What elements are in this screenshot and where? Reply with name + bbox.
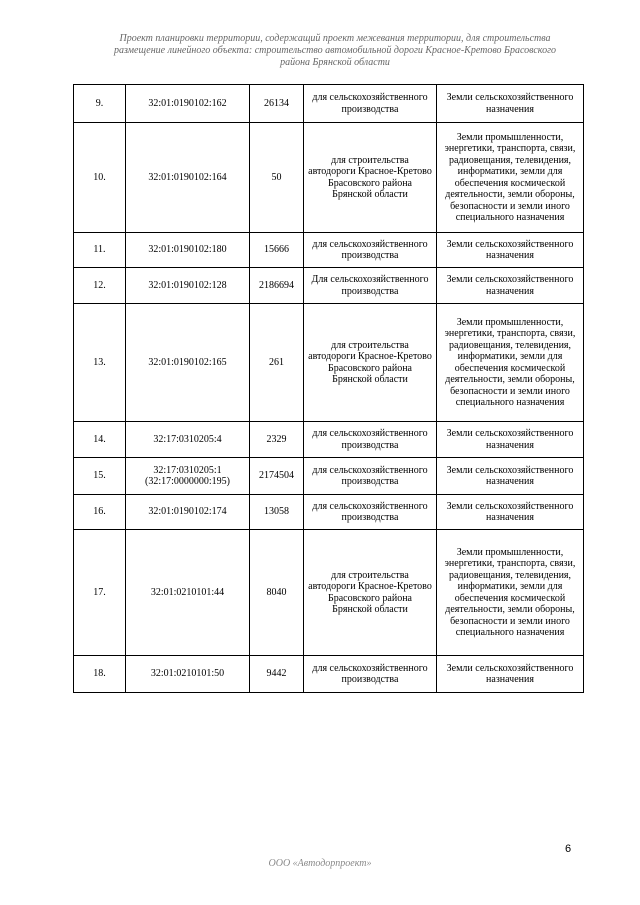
permitted-use: для строительства автодороги Красное-Кретово Брасовского района Брянской области bbox=[304, 304, 437, 422]
row-number: 18. bbox=[74, 656, 126, 693]
land-category: Земли сельскохозяйственного назначения bbox=[437, 268, 584, 304]
table-row bbox=[74, 495, 584, 530]
area-value: 8040 bbox=[250, 530, 304, 656]
permitted-use: для сельскохозяйственного производства bbox=[304, 422, 437, 458]
header-line-3: района Брянской области bbox=[280, 57, 390, 68]
row-number: 12. bbox=[74, 268, 126, 304]
land-category: Земли сельскохозяйственного назначения bbox=[437, 233, 584, 268]
row-number: 10. bbox=[74, 123, 126, 233]
table-row bbox=[74, 656, 584, 693]
table-row bbox=[74, 458, 584, 495]
table-row bbox=[74, 530, 584, 656]
permitted-use: для сельскохозяйственного производства bbox=[304, 85, 437, 123]
cadastral-number: 32:01:0190102:165 bbox=[126, 304, 250, 422]
land-category: Земли промышленности, энергетики, транспорта, связи, радиовещания, телевидения, информатики, земли для обеспечения космической деятельности, земли обороны, безопасности и земли иного специального назначения bbox=[437, 530, 584, 656]
header-line-2: размещение линейного объекта: строительство автомобильной дороги Красное-Кретово Брасовского bbox=[114, 45, 556, 56]
cadastral-number: 32:01:0190102:174 bbox=[126, 495, 250, 530]
permitted-use: для сельскохозяйственного производства bbox=[304, 656, 437, 693]
cadastral-number: 32:01:0190102:162 bbox=[126, 85, 250, 123]
row-number: 17. bbox=[74, 530, 126, 656]
cadastral-number bbox=[126, 458, 250, 495]
cadastral-number: 32:01:0210101:44 bbox=[126, 530, 250, 656]
table-row bbox=[74, 85, 584, 123]
parcels-table bbox=[73, 84, 584, 693]
row-number: 15. bbox=[74, 458, 126, 495]
permitted-use: Для сельскохозяйственного производства bbox=[304, 268, 437, 304]
cadastral-number: 32:01:0190102:180 bbox=[126, 233, 250, 268]
land-category: Земли сельскохозяйственного назначения bbox=[437, 458, 584, 495]
permitted-use: для сельскохозяйственного производства bbox=[304, 458, 437, 495]
permitted-use: для сельскохозяйственного производства bbox=[304, 233, 437, 268]
page-header bbox=[85, 33, 585, 69]
land-category: Земли сельскохозяйственного назначения bbox=[437, 422, 584, 458]
table-row bbox=[74, 422, 584, 458]
area-value: 15666 bbox=[250, 233, 304, 268]
page-number: 6 bbox=[565, 843, 572, 855]
land-category: Земли сельскохозяйственного назначения bbox=[437, 495, 584, 530]
cadastral-number: 32:01:0190102:164 bbox=[126, 123, 250, 233]
cadastral-number: 32:17:0310205:4 bbox=[126, 422, 250, 458]
table-row bbox=[74, 233, 584, 268]
header-line-1: Проект планировки территории, содержащий проект межевания территории, для строительства bbox=[119, 33, 551, 44]
area-value: 26134 bbox=[250, 85, 304, 123]
land-category: Земли сельскохозяйственного назначения bbox=[437, 656, 584, 693]
cadastral-number: 32:01:0210101:50 bbox=[126, 656, 250, 693]
cadastral-number-line-1: 32:17:0310205:1 bbox=[153, 464, 222, 476]
area-value: 13058 bbox=[250, 495, 304, 530]
row-number: 13. bbox=[74, 304, 126, 422]
land-category: Земли промышленности, энергетики, транспорта, связи, радиовещания, телевидения, информатики, земли для обеспечения космической деятельности, земли обороны, безопасности и земли иного специального назначения bbox=[437, 304, 584, 422]
table-row bbox=[74, 304, 584, 422]
land-category: Земли промышленности, энергетики, транспорта, связи, радиовещания, телевидения, информатики, земли для обеспечения космической деятельности, земли обороны, безопасности и земли иного специального назначения bbox=[437, 123, 584, 233]
permitted-use: для строительства автодороги Красное-Кретово Брасовского района Брянской области bbox=[304, 123, 437, 233]
row-number: 9. bbox=[74, 85, 126, 123]
area-value: 2329 bbox=[250, 422, 304, 458]
row-number: 11. bbox=[74, 233, 126, 268]
land-category: Земли сельскохозяйственного назначения bbox=[437, 85, 584, 123]
area-value: 2186694 bbox=[250, 268, 304, 304]
permitted-use: для строительства автодороги Красное-Кретово Брасовского района Брянской области bbox=[304, 530, 437, 656]
cadastral-number-line-2: (32:17:0000000:195) bbox=[145, 476, 230, 487]
table-row bbox=[74, 268, 584, 304]
row-number: 14. bbox=[74, 422, 126, 458]
table-row bbox=[74, 123, 584, 233]
area-value: 9442 bbox=[250, 656, 304, 693]
area-value: 2174504 bbox=[250, 458, 304, 495]
permitted-use: для сельскохозяйственного производства bbox=[304, 495, 437, 530]
row-number: 16. bbox=[74, 495, 126, 530]
area-value: 261 bbox=[250, 304, 304, 422]
cadastral-number: 32:01:0190102:128 bbox=[126, 268, 250, 304]
area-value: 50 bbox=[250, 123, 304, 233]
page-footer: ООО «Автодорпроект» bbox=[268, 858, 372, 869]
